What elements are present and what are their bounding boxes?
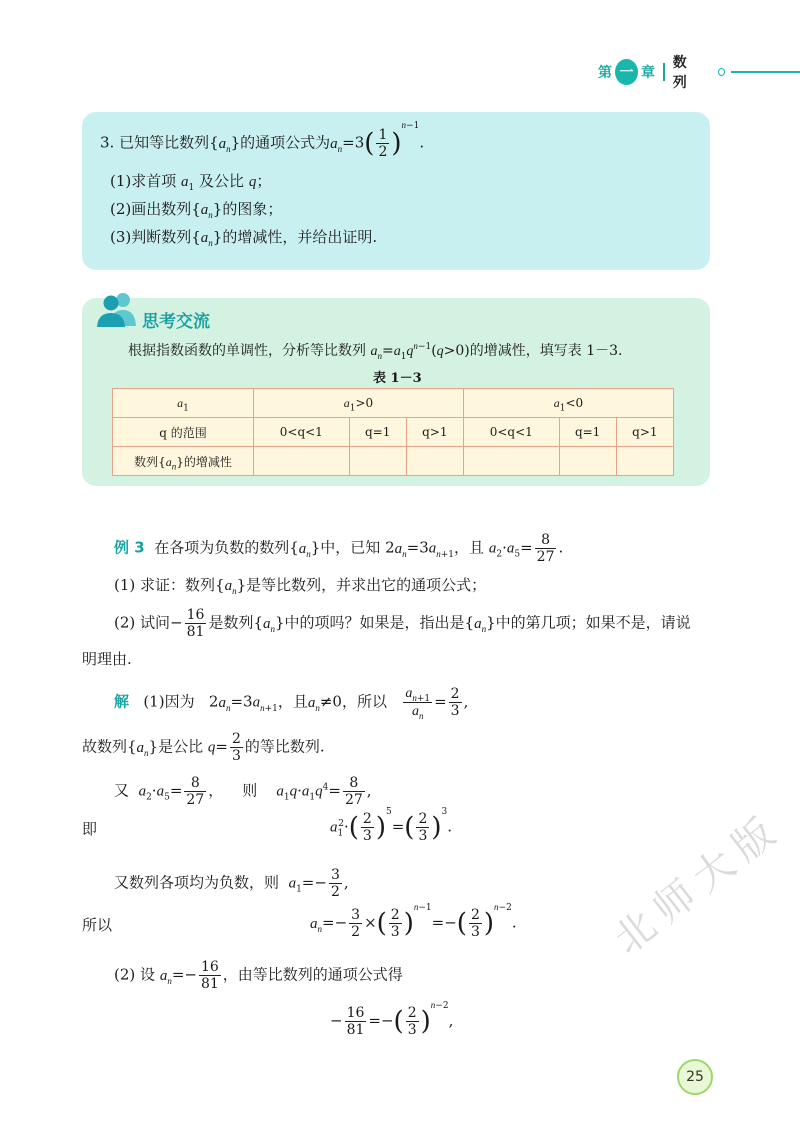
solution-label: 解 (114, 692, 130, 711)
discussion-title: 思考交流 (142, 312, 210, 332)
solution-line-4-eq: $a_1^2\cdot$( $\frac{2}{3}$ )$^5$=( $\frac{2}{3}$ )$^3$. (330, 806, 453, 844)
table-cell: q>1 (406, 418, 463, 447)
solution-line-4-label: 即 (82, 820, 98, 838)
chapter-suffix: 章 (640, 65, 655, 81)
example-3-q1: (1) 求证：数列$\{a_n\}$是等比数列，并求出它的通项公式； (114, 576, 487, 596)
table-cell: $a_1<0$ (463, 389, 673, 418)
table-cell: $a_1$ (113, 389, 254, 418)
exercise-3-stem: 3. 已知等比数列$\{a_n\}$的通项公式为$a_n=3$( $\frac{1}{2}$ )$^{n-1}$. (100, 119, 425, 160)
watermark-text: 北师大版 (605, 803, 792, 964)
table-cell (254, 447, 350, 476)
discussion-text: 根据指数函数的单调性，分析等比数列 $a_n=a_1q^{n-1}(q>0)$的增减性，填写表 1－3. (128, 341, 623, 362)
chapter-title: 数 列 (672, 55, 693, 91)
exercise-3-part2: (2)画出数列$\{a_n\}$的图象； (110, 200, 283, 220)
table-cell (616, 447, 673, 476)
exercise-3-part3: (3)判断数列$\{a_n\}$的增减性，并给出证明. (110, 228, 378, 248)
exercise-3-part1: (1)求首项 $a_1$ 及公比 q； (110, 172, 272, 193)
people-icon (96, 290, 138, 328)
monotonicity-table (112, 388, 674, 476)
table-row (113, 389, 674, 418)
table-cell (463, 447, 559, 476)
table-cell (349, 447, 406, 476)
solution-line-6-label: 所以 (82, 916, 113, 934)
example-3-stem: 例 3 在各项为负数的数列$\{a_n\}$中，已知 $2a_n=3a_{n+1}$，且 $a_2\cdot a_5=$ $\frac{8}{27}$ . (114, 532, 564, 565)
chapter-prefix: 第 (598, 65, 612, 81)
example-label: 例 3 (114, 538, 145, 557)
solution-line-6-eq: $a_n=-$ $\frac{3}{2}$ ×( $\frac{2}{3}$ )$^{n-1}$=−( $\frac{2}{3}$ )$^{n-2}$. (310, 901, 517, 940)
example-3-q2: (2) 试问− $\frac{16}{81}$ 是数列$\{a_n\}$中的项吗？如果是，指出是$\{a_n\}$中的第几项；如果不是，请说 (114, 607, 691, 640)
table-cell: q=1 (349, 418, 406, 447)
solution-line-1: 解 (1)因为 $2a_n=3a_{n+1}$，且$a_n\ne 0$，所以 $\frac{a_{n+1}}{a_n}$ = $\frac{2}{3}$ , (114, 686, 469, 721)
solution-line-7: (2) 设 $a_n=-$ $\frac{16}{81}$ ，由等比数列的通项公式得 (114, 959, 403, 992)
chapter-header (598, 55, 800, 91)
table-row (113, 447, 674, 476)
table-cell (559, 447, 616, 476)
table-cell: 数列$\{a_n\}$的增减性 (113, 447, 254, 476)
page-number: 25 (677, 1059, 713, 1095)
table-cell: $a_1>0$ (254, 389, 464, 418)
table-caption: 表 1－3 (373, 371, 422, 386)
table-cell (406, 447, 463, 476)
solution-line-3: 又 $a_2\cdot a_5=$ $\frac{8}{27}$ ， 则 $a_1q\cdot a_1q^4=$ $\frac{8}{27}$ , (114, 775, 372, 808)
header-rule (731, 71, 800, 73)
chapter-number-badge: 一 (615, 59, 638, 85)
table-cell: q>1 (616, 418, 673, 447)
example-3-q2-cont: 明理由. (82, 650, 132, 668)
header-divider (663, 63, 665, 81)
table-row (113, 418, 674, 447)
table-cell: q=1 (559, 418, 616, 447)
table-cell: 0<q<1 (463, 418, 559, 447)
solution-line-5: 又数列各项均为负数，则 $a_1=-$ $\frac{3}{2}$ , (114, 867, 349, 900)
solution-line-8-eq: − $\frac{16}{81}$ =−( $\frac{2}{3}$ )$^{n-2}$, (330, 999, 454, 1038)
solution-line-2: 故数列$\{a_n\}$是公比 q= $\frac{2}{3}$ 的等比数列. (82, 731, 325, 764)
header-dot-icon (718, 68, 725, 76)
table-cell: q 的范围 (113, 418, 254, 447)
table-cell: 0<q<1 (254, 418, 350, 447)
